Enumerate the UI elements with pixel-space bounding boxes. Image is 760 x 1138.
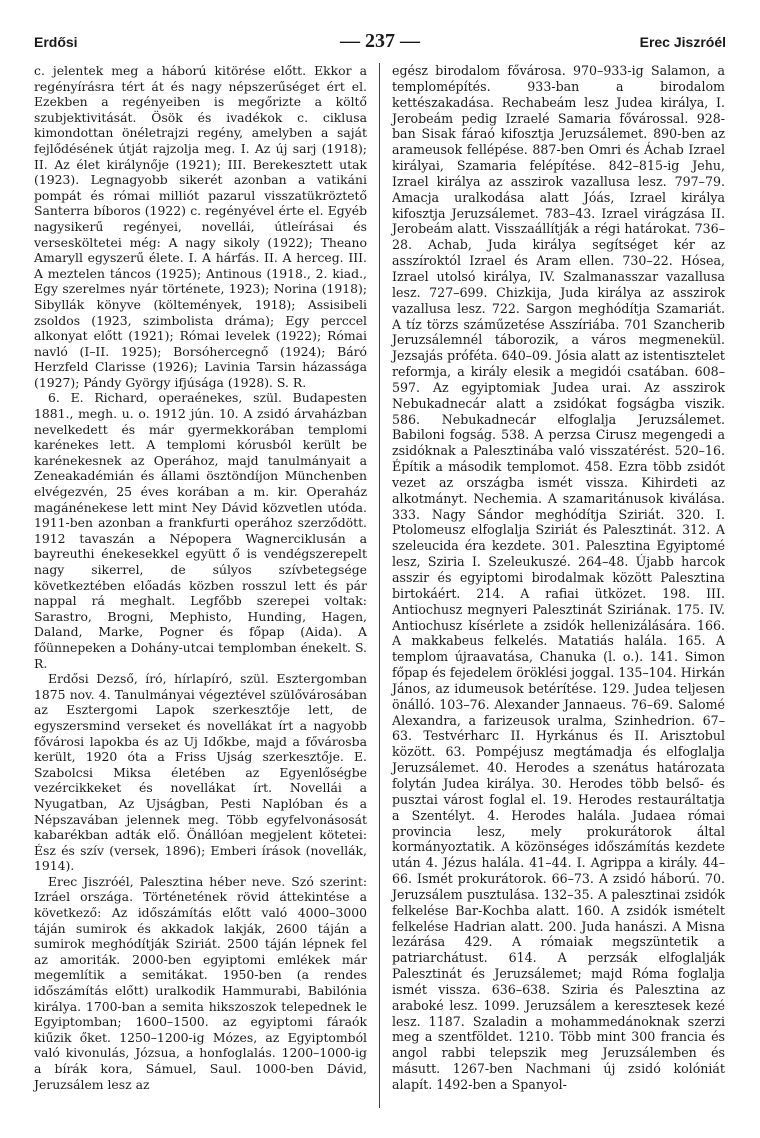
right-column — [392, 63, 725, 1093]
running-head-left: Erdősi — [34, 34, 78, 50]
page-header — [34, 30, 726, 56]
column-divider — [379, 63, 380, 1108]
paragraph-santerra: c. jelentek meg a háború kitörése előtt. Ekkor a regényírásra tért át és nagy népszerűséget ért el. Ezekben a regényeiben is megőrizte a költő szubjektivitását. Ösök és ivadékok c. ciklusa kimondottan önéletrajzi regény, amelyben a saját fejlődésének útját rajzolja meg. I. Az új sarj (1918); II. Az élet királynője (1921); III. Berekesztett utak (1923). Legnagyobb sikerét azonban a vatikáni pompát és római milliót pazarul visszatükröztető Santerra bíboros (1922) c. regényével érte el. Egyéb nagysikerű regényei, novellái, útleírásai és versesköltetei még: A nagy sikoly (1922); Theano Amaryll egyszerű élete. I. A hárfás. II. A herceg. III. A meztelen táncos (1925); Antinous (1918., 2. kiad., Egy szerelmes nyár története, 1923); Norina (1918); Sibyllák könyve (költemények, 1918); Assisibeli zsoldos (1923, szimbolista dráma); Egy perccel alkonyat előtt (1921); Római levelek (1922); Római navló (I–II. 1925); Borsóhercegnő (1924); Báró Herzfeld Clarisse (1926); Lavinia Tarsin házassága (1927); Pándy György ifjúsága (1928). S. R. — [34, 63, 367, 390]
entry-erec-jiszroel: Erec Jiszróél, Palesztina héber neve. Szó szerint: Izráel országa. Történetének rövid áttekintése a következő: Az időszámítás előtt való 4000–3000 táján sumirok és akkadok lakják, 2600 táján a sumirok meghódítják Sziriát. 2500 táján lépnek fel az amoriták. 2000-ben egyiptomi emlékek már megemlítik a semitákat. 1950-ben (a rendes időszámítás előtt) uralkodik Hammurabi, Babilónia királya. 1700-ban a semita hikszoszok telepednek le Egyiptomban; 1600–1500. az egyiptomi fáraók kiűzik őket. 1250–1200-ig Mózes, az Egyiptomból való kivonulás, Józsua, a honfoglalás. 1200–1000-ig a bírák kora, Sámuel, Saul. 1000-ben Dávid, Jeruzsálem lesz az — [34, 873, 367, 1092]
entry-erdos-richard: 6. E. Richard, operaénekes, szül. Budapesten 1881., megh. u. o. 1912 jún. 10. A zsidó árvaházban nevelkedett és már gyermekkorában templomi karénekes lett. A templomi kórusból került be karénekesnek az Operához, majd tanulmányait a Zeneakadémián és állami ösztöndíjon Münchenben elvégezvén, 25 éves korában a m. kir. Operaház magánénekese lett mint Ney Dávid közvetlen utóda. 1911-ben azonban a frankfurti operához szerződött. 1912 tavaszán a Népopera Wagnerciklusán a bayreuthi énekesekkel együtt ő is vendégszerepelt nagy sikerrel, de súlyos szívbetegsége következtében előadás közben rosszul lett és pár nappal rá meghalt. Legfőbb szerepei voltak: Sarastro, Brogni, Mephisto, Hunding, Hagen, Daland, Marke, Pogner és főpap (Aida). A főünnepeken a Dohány-utcai templomban énekelt. S. R. — [34, 390, 367, 671]
running-head-right: Erec Jiszróél — [639, 34, 726, 50]
page-number: — 237 — — [340, 30, 420, 52]
left-column — [34, 63, 367, 1092]
entry-erdosi-dezso: Erdősi Dezső, író, hírlapíró, szül. Esztergomban 1875 nov. 4. Tanulmányai végeztével szülővárosában az Esztergomi Lapok szerkesztője lett, de egyszersmind verseket és novellákat írt a nagyobb fővárosi lapokba és az Uj Időkbe, majd a fővárosba került, 1920 óta a Friss Ujság szerkesztője. E. Szabolcsi Miksa életében az Egyenlőségbe vezércikkeket és novellákat írt. Novellái a Nyugatban, Az Ujságban, Pesti Naplóban és a Népszavában jelennek meg. Több egyfelvonásosát kabarékban adták elő. Önállóan megjelent kötetei: Ész és szív (versek, 1896); Emberi írások (novellák, 1914). — [34, 671, 367, 874]
paragraph-history-continued: egész birodalom fővárosa. 970–933-ig Salamon, a templomépítés. 933-ban a birodalom kettészakadása. Rechabeám lesz Judea királya, I. Jerobeám pedig Izraelé Samaria fővárossal. 928-ban Sisak fáraó kifosztja Jeruzsálemet. 890-ben az arameusok fellépése. 887-ben Omri és Áchab Izrael királyai, Szamaria felépítése. 842–815-ig Jehu, Izrael királya az asszirok vazallusa lesz. 797–79. Amacja uralkodása alatt Jóás, Izrael királya kifosztja Jeruzsálemet. 783–43. Izrael virágzása II. Jerobeám alatt. Visszaállítják a régi határokat. 736–28. Achab, Juda királya segítséget kér az asszíroktól Izrael és Aram ellen. 730–22. Hósea, Izrael utolsó királya, IV. Szalmanasszar vazallusa lesz. 727–699. Chizkija, Juda királya az asszirok vazallusa lesz. 722. Sargon meghódítja Szamariát. A tíz törzs száműzetése Asszíriába. 701 Szancherib Jeruzsálemnél táborozik, a város megmenekül. Jezsajás próféta. 640–09. Jósia alatt az istentisztelet reformja, a király elesik a megidói csatában. 608–597. Az egyiptomiak Judea urai. Az asszirok Nebukadnecár alatt a zsidókat fogságba viszik. 586. Nebukadnecár elfoglalja Jeruzsálemet. Babiloni fogság. 538. A perzsa Cirusz megengedi a zsidóknak a Palesztinába való visszatérést. 520–16. Építik a második templomot. 458. Ezra több zsidót vezet az országba ismét vissza. Kihirdeti az alkotmányt. Nechemia. A szamaritánusok kiválása. 333. Nagy Sándor meghódítja Sziriát. 320. I. Ptolomeusz elfoglalja Sziriát és Palesztinát. 312. A szeleucida éra kezdete. 301. Palesztina Egyiptomé lesz, Sziria I. Szeleukuszé. 264–48. Újabb harcok asszir és egyiptomi birodalmak között Palesztina birtokáért. 214. A rafiai ütközet. 198. III. Antiochusz megnyeri Palesztinát Sziriának. 175. IV. Antiochusz kísérlete a zsidók hellenizálására. 166. A makkabeus felkelés. Matatiás halála. 165. A templom újraavatása, Chanuka (l. o.). 141. Simon főpap és fejedelem öröklési joggal. 135–104. Hirkán János, az idumeusok betérítése. 129. Judea teljesen önálló. 103–76. Alexander Jannaeus. 76–69. Salomé Alexandra, a farizeusok uralma, Szinhedrion. 67–63. Testvérharc II. Hyrkánus és II. Arisztobul között. 63. Pompéjusz megtámadja és elfoglalja Jeruzsálemet. 40. Herodes a szenátus határozata folytán Judea királya. 30. Herodes több belső- és pusztai várost foglal el. 19. Herodes restauráltatja a Szentélyt. 4. Herodes halála. Judaea római provincia lesz, mely prokurátorok által kormányoztatik. A közönséges időszámítás kezdete után 4. Jézus halála. 41–44. I. Agrippa a király. 44–66. Ismét prokurátorok. 66–73. A zsidó háború. 70. Jeruzsálem pusztulása. 132–35. A palesztinai zsidók felkelése Bar-Kochba alatt. 160. A zsidók ismételt felkelése Hadrian alatt. 200. Juda hanászi. A Misna lezárása 429. A rómaiak megszüntetik a patriarchátust. 614. A perzsák elfoglalják Palesztinát és Jeruzsálemet; majd Róma foglalja ismét vissza. 636–638. Sziria és Palesztina az araboké lesz. 1099. Jeruzsálem a keresztesek kezé lesz. 1187. Szaladin a mohammedánoknak szerzi meg a szentföldet. 1210. Több mint 300 francia és angol rabbi telepszik meg Jeruzsálemben és másutt. 1267-ben Nachmani új zsidó kolóniát alapít. 1492-ben a Spanyol- — [392, 63, 725, 1092]
